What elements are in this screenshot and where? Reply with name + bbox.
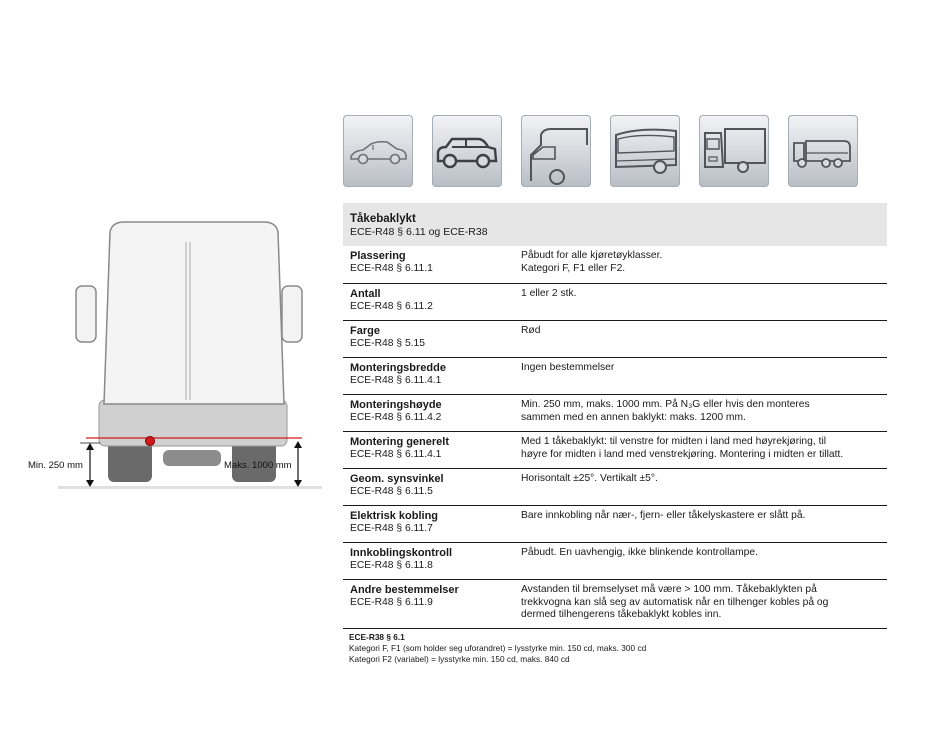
table-row [343,320,887,357]
footnote-title: ECE-R38 § 6.1 [349,632,405,642]
row-value: sammen med en annen baklykt: maks. 1200 mm. [521,411,746,423]
footnote-line: Kategori F2 (variabel) = lysstyrke min. 150 cd, maks. 840 cd [349,654,570,664]
row-value: Påbudt for alle kjøretøyklasser. [521,250,663,261]
vehicle-class-icons [343,115,863,189]
row-ref: ECE-R48 § 6.11.9 [350,596,433,608]
motorhome-icon [521,115,591,187]
row-name: Monteringsbredde [350,362,446,374]
row-value: høyre for midten i land med venstrekjøring. Montering i midten er tillatt. [521,448,844,460]
table-title: Tåkebaklykt [350,213,416,225]
row-value: Kategori F, F1 eller F2. [521,262,626,274]
row-value: Min. 250 mm, maks. 1000 mm. På N₃G eller hvis den monteres [521,399,810,410]
footnote-line: Kategori F, F1 (som holder seg uforandret) = lysstyrke min. 150 cd, maks. 300 cd [349,643,647,653]
row-value: Påbudt. En uavhengig, ikke blinkende kontrollampe. [521,547,758,558]
row-ref: ECE-R48 § 6.11.2 [350,300,433,312]
truck-rear-diagram [28,214,328,494]
row-value: Rød [521,325,541,336]
truck-icon [699,115,769,187]
table-row [343,579,887,629]
row-value: Avstanden til bremselyset må være > 100 mm. Tåkebaklykten på [521,584,817,595]
row-name: Farge [350,325,380,337]
row-ref: ECE-R48 § 6.11.4.1 [350,374,442,386]
table-row [343,246,887,283]
row-ref: ECE-R48 § 6.11.8 [350,559,433,571]
row-ref: ECE-R48 § 6.11.4.1 [350,448,442,460]
max-height-label: Maks. 1000 mm [224,460,292,471]
row-value: dermed tilhengerens tåkebaklykt kobles inn. [521,609,722,620]
row-name: Innkoblingskontroll [350,547,453,559]
table-row [343,468,887,505]
footnote [349,632,646,665]
row-value: Horisontalt ±25°. Vertikalt ±5°. [521,473,658,484]
row-ref: ECE-R48 § 6.11.1 [350,262,433,274]
row-name: Antall [350,288,381,300]
row-name: Andre bestemmelser [350,584,459,596]
table-header [343,203,887,246]
table-row [343,431,887,468]
row-value: Med 1 tåkebaklykt: til venstre for midten i land med høyrekjøring, til [521,436,827,447]
table-row [343,357,887,394]
table-row [343,394,887,431]
row-name: Monteringshøyde [350,399,442,411]
row-ref: ECE-R48 § 6.11.4.2 [350,411,442,423]
row-value: Ingen bestemmelser [521,362,615,373]
row-ref: ECE-R48 § 6.11.7 [350,522,433,534]
car-suv-icon [432,115,502,187]
row-name: Plassering [350,250,406,262]
table-row [343,542,887,579]
row-value: 1 eller 2 stk. [521,288,577,299]
row-name: Geom. synsvinkel [350,473,444,485]
row-ref: ECE-R48 § 5.15 [350,337,425,349]
table-row [343,283,887,320]
row-name: Montering generelt [350,436,450,448]
garbage-truck-icon [788,115,858,187]
row-ref: ECE-R48 § 6.11.5 [350,485,433,497]
car-sedan-icon [343,115,413,187]
row-value: trekkvogna kan slå seg av automatisk når en tilhenger kobles på og [521,596,829,608]
spec-table [343,203,887,629]
row-value: Bare innkobling når nær-, fjern- eller tåkelyskastere er slått på. [521,510,806,521]
table-title-ref: ECE-R48 § 6.11 og ECE-R38 [350,226,488,238]
bus-icon [610,115,680,187]
row-name: Elektrisk kobling [350,510,439,522]
table-row [343,505,887,542]
min-height-label: Min. 250 mm [28,460,83,471]
